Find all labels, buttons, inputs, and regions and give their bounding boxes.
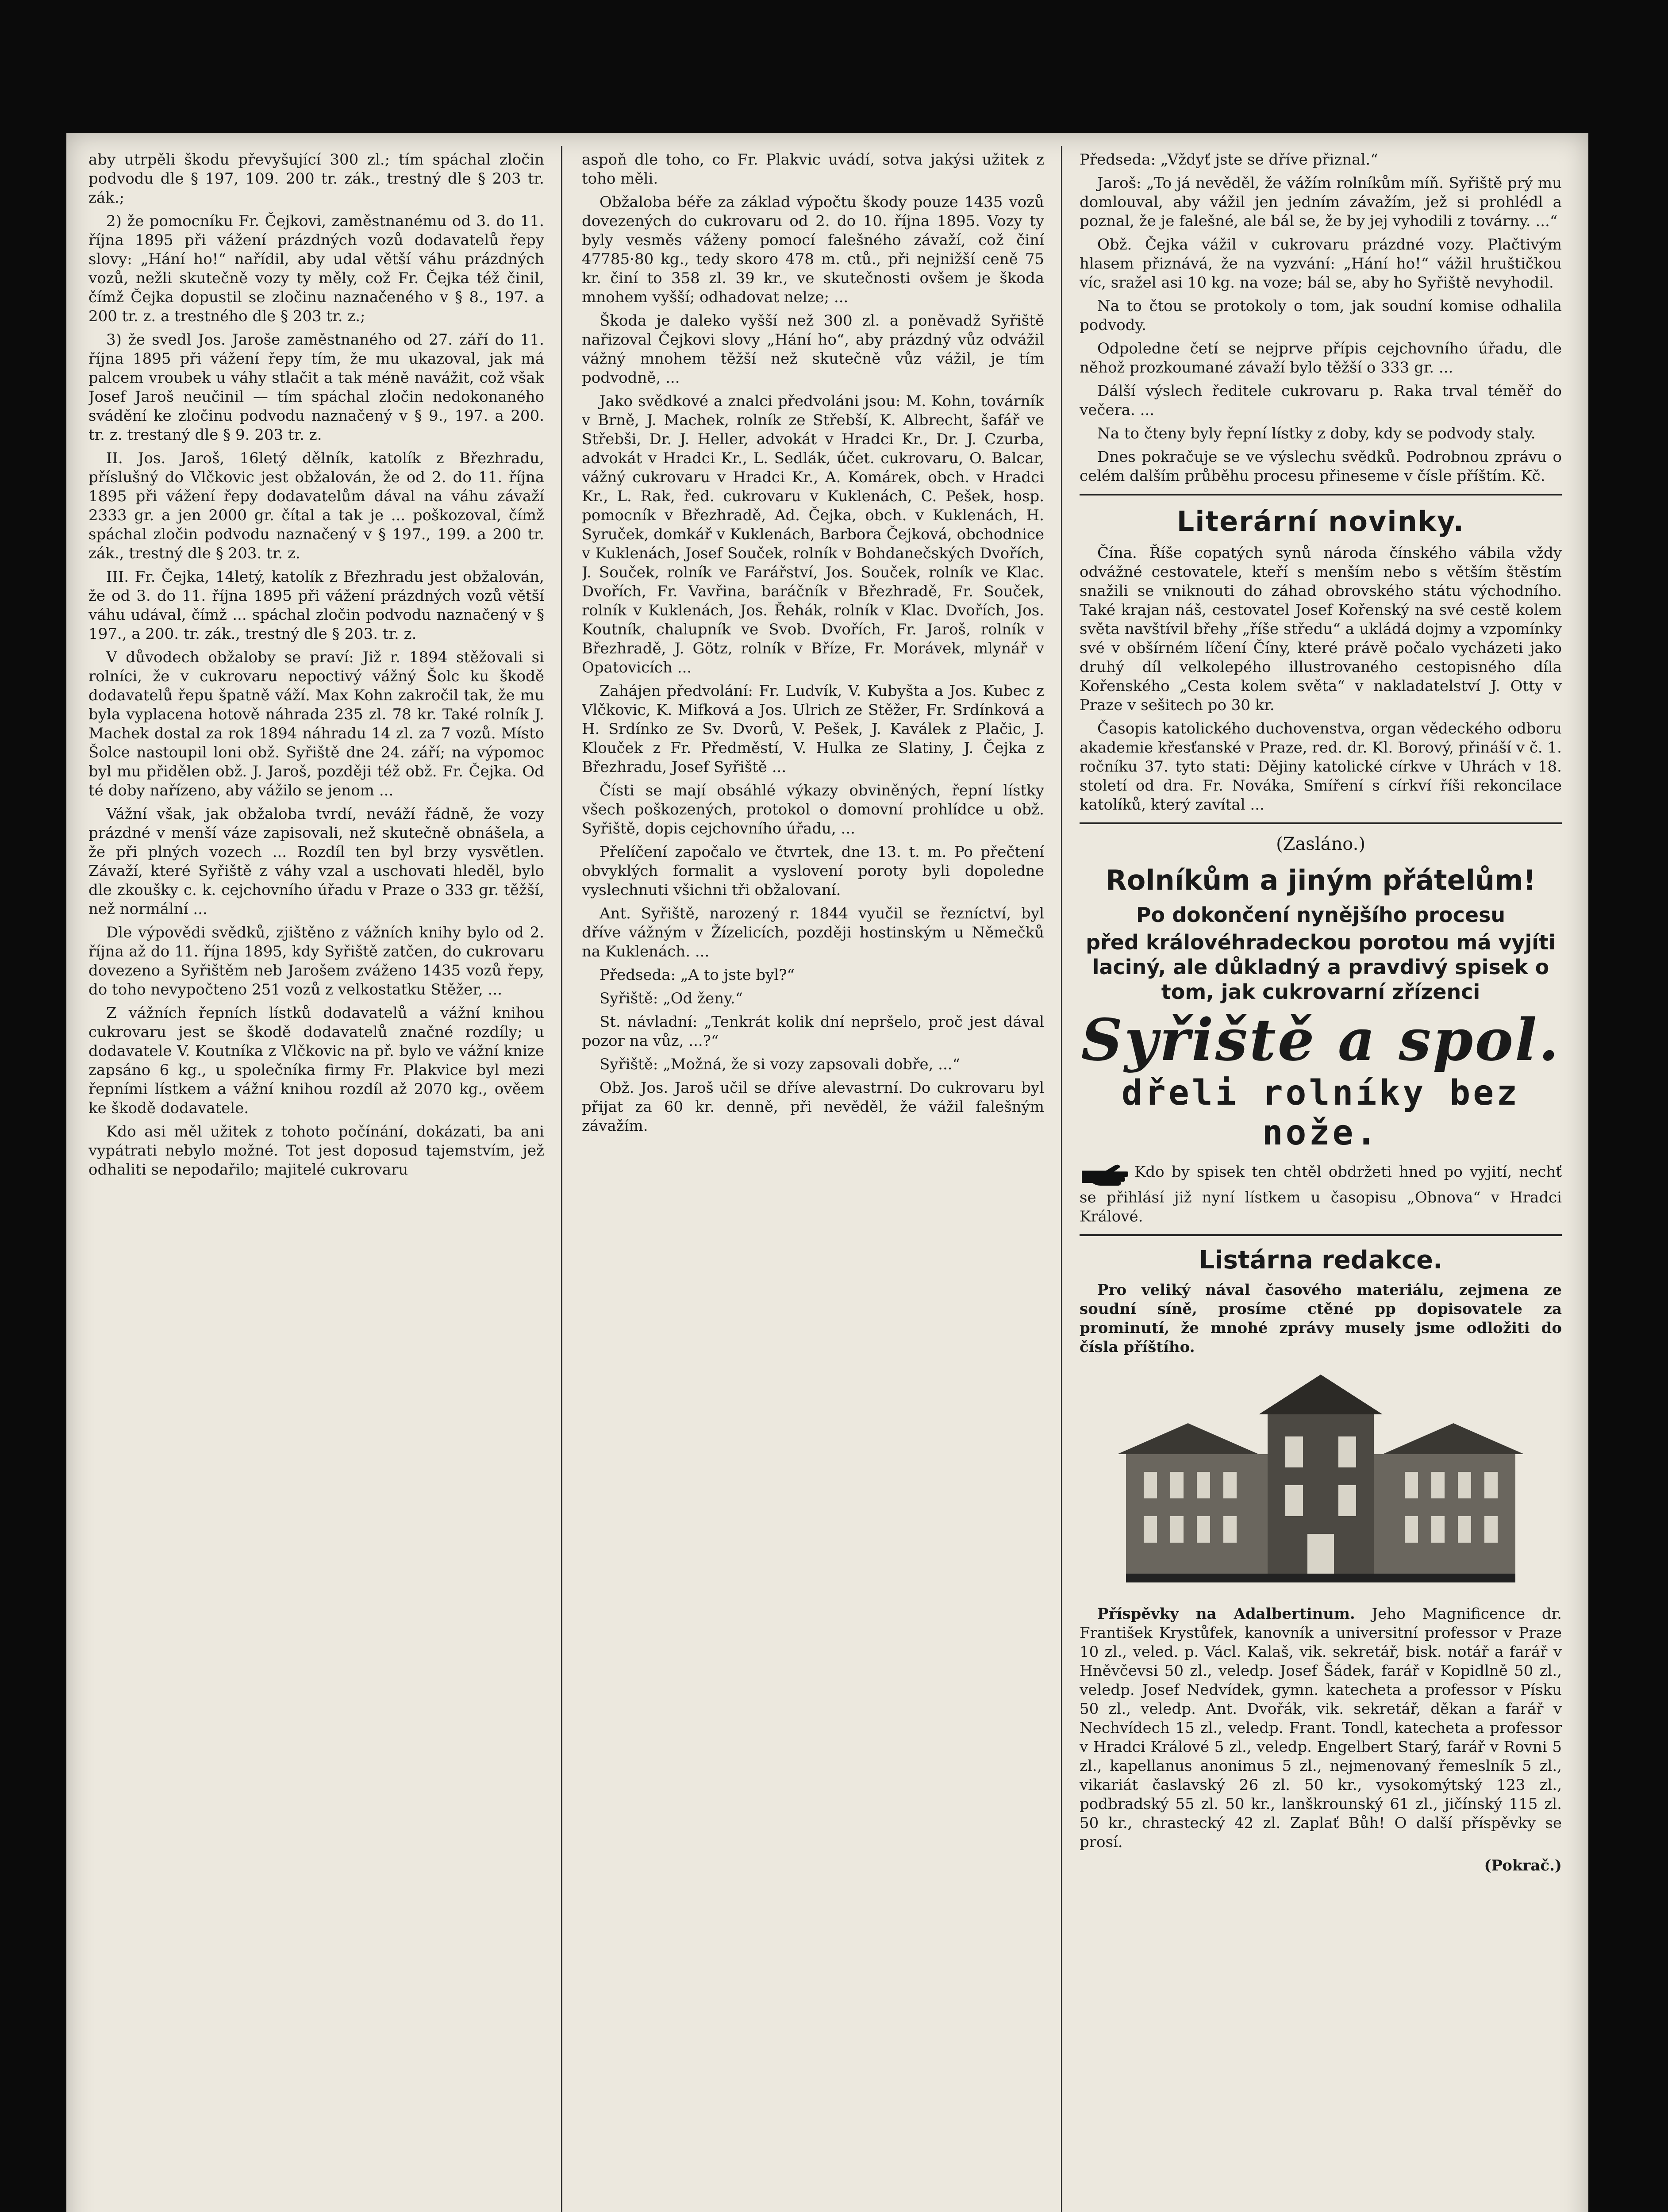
paragraph: Přelíčení započalo ve čtvrtek, dne 13. t. m. Po přečtení obvyklých formalit a vyslovení poroty byli dopoledne vyslechnuti všichni tři obžalovaní. xyxy=(582,843,1044,899)
contributions-text: Jeho Magnificence dr. František Krystůfek, kanovník a universitní professor v Praze 10 zl., veled. p. Václ. Kalaš, vik. sekretář, bisk. notář a farář v Hněvčevsi 50 zl., veledp. Josef Šádek, farář v Kopidlně 50 zl., veledp. Josef Nedvídek, gymn. katecheta a professor v Písku 50 zl., veledp. Ant. Dvořák, vik. sekretář, děkan a farář v Nechvídech 15 zl., veledp. Frant. Tondl, katecheta a professor v Hradci Králové 5 zl., veledp. Engelbert Starý, farář v Rovni 5 zl., kapellanus anonimus 5 zl., nejmenovaný řemeslník 5 zl., vikariát časlavský 26 zl. 50 kr., vysokomýtský 123 zl., podbradský 55 zl. 50 kr., lanškrounský 61 zl., jičínský 115 zl. 50 kr., chrastecký 42 zl. Zaplať Bůh! O další příspěvky se prosí. xyxy=(1080,1605,1562,1851)
paragraph: Předseda: „Vždyť jste se dříve přiznal.“ xyxy=(1080,151,1378,169)
paragraph: Odpoledne četí se nejprve přípis cejchovního úřadu, dle něhož prozkoumané závaží bylo těžší o 333 gr. ... xyxy=(1080,340,1562,376)
advert-line: před královéhradeckou porotou má vyjíti laciný, ale důkladný a pravdivý spisek o tom, jak cukrovarní zřízenci xyxy=(1086,930,1556,1004)
paragraph: Ant. Syřiště, narozený r. 1844 vyučil se řezníctví, byl dříve vážným v Žízelicích, později hostinským u Němečků na Kuklenách. ... xyxy=(582,905,1044,960)
section-divider xyxy=(1080,1234,1562,1236)
paragraph: Vážní však, jak obžaloba tvrdí, neváží řádně, že vozy prázdné v menší váze zapisovali, než skutečně obnášela, a že při plných vozech ... Rozdíl ten byl brzy vysvětlen. Závaží, které Syřiště z váhy vzal a uschovati hleděl, bylo dle zkoušky c. k. cejchovního úřadu v Praze o 333 gr. těžší, než normální ... xyxy=(88,805,544,918)
advert-slogan: dřeli rolníky bez nože. xyxy=(1121,1073,1520,1153)
paragraph: III. Fr. Čejka, 14letý, katolík z Březhradu jest obžalován, že od 3. do 11. října 1895 při vážení prázdných vozů větší váhu udával, čímž ... spáchal zločin podvodu naznačený v § 197., a 200. tr. zák., trestný dle § 203. tr. z. xyxy=(88,568,544,643)
paragraph: aby utrpěli škodu převyšující 300 zl.; tím spáchal zločin podvodu dle § 197, 109. 200 tr. zák., trestný dle § 203 tr. zák.; xyxy=(88,151,544,207)
paragraph: Obž. Čejka vážil v cukrovaru prázdné vozy. Plačtivým hlasem přiznává, že na vyzvání: „Hání ho!“ vážil hruštičkou víc, sražel asi 10 kg. na voze; bál se, aby ho Syřiště nevyhodil. xyxy=(1080,236,1562,292)
pointing-hand-icon xyxy=(1080,1157,1128,1188)
editorial-letters-heading: Listárna redakce. xyxy=(1199,1246,1443,1275)
advert-brand: Syřiště a spol. xyxy=(1081,1006,1560,1074)
continued-note: (Pokrač.) xyxy=(1484,1857,1562,1874)
advert-order-label: Kdo by spisek ten chtěl obdržeti hned po vyjití, nechť se přihlásí již nyní lístkem u časopisu „Obnova“ v Hradci Králové. xyxy=(1080,1163,1562,1225)
section-divider xyxy=(1080,494,1562,495)
paragraph: Jaroš: „To já nevěděl, že vážím rolníkům míň. Syřiště prý mu domlouval, aby vážil jen jedním závažím, jež si prohlédl a poznal, že je falešné, ale bál se, že by jej vyhodili z továrny. ...“ xyxy=(1080,174,1562,230)
section-divider xyxy=(1080,822,1562,824)
paragraph: Na to čteny byly řepní lístky z doby, kdy se podvody staly. xyxy=(1097,425,1536,442)
column-right xyxy=(1080,150,1562,2212)
paragraph: Obžaloba béře za základ výpočtu škody pouze 1435 vozů dovezených do cukrovaru od 2. do 10. října 1895. Vozy ty byly vesměs váženy pomocí falešného závaží, což činí 47785·80 kg., tedy skoro 478 m. ctů., při nejnižší ceně 75 kr. činí to 358 zl. 39 kr., ve skutečnosti ovšem je škoda mnohem vyšší; odhadovat nelze; ... xyxy=(582,193,1044,306)
paragraph: Obž. Jos. Jaroš učil se dříve alevastrní. Do cukrovaru byl přijat za 60 kr. denně, při nevěděl, že vážil falešným závažím. xyxy=(582,1079,1044,1135)
paragraph: Dle výpovědi svědků, zjištěno z vážních knihy bylo od 2. října až do 11. října 1895, kdy Syřiště zatčen, do cukrovaru dovezeno a Syřištěm neb Jarošem zváženo 1435 vozů řepy, do toho nevypočteno 251 vozů z velkostatku Stěžer, ... xyxy=(88,924,544,998)
advert-headline: Rolníkům a jiným přátelům! xyxy=(1106,864,1536,896)
paragraph: 2) že pomocníku Fr. Čejkovi, zaměstnanému od 3. do 11. října 1895 při vážení prázdných vozů dodavatelů řepy slovy: „Hání ho!“ nařídil, aby udal větší váhu prázdných vozů, nežli skutečně vozy ty měly, což Fr. Čejka též činil, čímž Čejka dopustil se zločinu naznačeného v § 8., 197. a 200 tr. z. a trestného dle § 203 tr. z.; xyxy=(88,212,544,325)
contributions-heading: Příspěvky na Adalbertinum. xyxy=(1097,1605,1355,1623)
paragraph: Syřiště: „Možná, že si vozy zapsovali dobře, ...“ xyxy=(600,1056,960,1073)
paragraph: Čína. Říše copatých synů národa čínského vábila vždy odvážné cestovatele, kteří s menším nebo s větším štěstím snažili se vniknouti do záhad obrovského státu východního. Také krajan náš, cestovatel Josef Kořenský na své cestě kolem světa navštívil břehy „říše středu“ a ukládá dojmy a vzpomínky své v obšírném líčení Číny, které právě počalo vycházeti jako druhý díl velkolepého illustrovaného cestopisného díla Kořenského „Cesta kolem světa“ v nakladatelství J. Otty v Praze v sešitech po 30 kr. xyxy=(1080,544,1562,714)
paragraph: Dálší výslech ředitele cukrovaru p. Raka trval téměř do večera. ... xyxy=(1080,382,1562,419)
paragraph: Pro veliký nával časového materiálu, zejmena ze soudní síně, prosíme ctěné pp dopisovatele za prominutí, že mnohé zprávy musely jsme odložiti do čísla příštího. xyxy=(1080,1281,1562,1356)
column-left xyxy=(88,150,544,2212)
advert-line: Po dokončení nynějšího procesu xyxy=(1136,903,1506,927)
column-rule xyxy=(561,146,562,2212)
paragraph: aspoň dle toho, co Fr. Plakvic uvádí, sotva jakýsi užitek z toho měli. xyxy=(582,151,1044,188)
paragraph: Jako svědkové a znalci předvoláni jsou: M. Kohn, továrník v Brně, J. Machek, rolník ze Střebší, K. Albrecht, šafář ve Střebši, Dr. J. Heller, advokát v Hradci Kr., Dr. J. Czurba, advokát v Hradci Kr., L. Sedlák, účet. cukrovaru, O. Balcar, vážný cukrovaru v Hradci Kr., A. Komárek, obch. v Hradci Kr., L. Rak, řed. cukrovaru v Kuklenách, C. Pešek, hosp. pomocník v Březhradě, Ad. Čejka, obch. v Kuklenách, H. Syruček, domkář v Kuklenách, Barbora Čejková, obchodnice v Kuklenách, Josef Souček, rolník v Bohdanečských Dvořích, J. Souček, rolník ve Farářství, Jos. Souček, rolník ve Klac. Dvořích, Fr. Vavřina, baráčník v Březhradě, Fr. Souček, rolník v Kuklenách, Jos. Řehák, rolník v Klac. Dvořích, Jos. Koutník, chalupník ve Svob. Dvořích, Fr. Jaroš, rolník v Březhradě, J. Götz, rolník v Bříze, Fr. Morávek, mlynář v Opatovicích ... xyxy=(582,392,1044,676)
newspaper-page xyxy=(66,133,1588,2212)
paragraph: Syřiště: „Od ženy.“ xyxy=(600,990,743,1007)
paragraph: Čísti se mají obsáhlé výkazy obviněných, řepní lístky všech poškozených, protokol o domovní prohlídce u obž. Syřiště, dopis cejchovního úřadu, ... xyxy=(582,782,1044,837)
building-illustration xyxy=(1099,1366,1542,1596)
paragraph: Dnes pokračuje se ve výslechu svědků. Podrobnou zprávu o celém dalším průběhu procesu přineseme v čísle příštím. Kč. xyxy=(1080,448,1562,485)
paragraph: II. Jos. Jaroš, 16letý dělník, katolík z Březhradu, příslušný do Vlčkovic jest obžalován, že od 2. do 11. října 1895 při vážení řepy dodavatelům dával na váhu závaží 2333 gr. a jen 2000 gr. čítal a tak je ... poškozoval, čímž spáchal zločin podvodu naznačený v § 197., 199. a 200 tr. zák., trestný dle § 203. tr. z. xyxy=(88,449,544,562)
paragraph: V důvodech obžaloby se praví: Již r. 1894 stěžovali si rolníci, že v cukrovaru nepoctivý vážný Šolc ku škodě dodavatelů řepu špatně váží. Max Kohn zakročil tak, že mu byla vyplacena hotově náhrada 235 zl. 78 kr. Také rolník J. Machek dostal za rok 1894 náhradu 14 zl. za 7 vozů. Místo Šolce nastoupil loni obž. Syřiště dne 24. září; na výpomoc byl mu přidělen obž. J. Jaroš, později též obž. Fr. Čejka. Od té doby nařízeno, aby vážilo se jenom ... xyxy=(88,649,544,799)
paragraph: 3) že svedl Jos. Jaroše zaměstnaného od 27. září do 11. října 1895 při vážení řepy tím, že mu ukazoval, jak má palcem vroubek u váhy stlačit a tak méně navážit, což však Josef Jaroš neučinil — tím spáchal zločin nedokonaného svádění ke zločinu podvodu naznačený v § 9., 197. a 200. tr. z. trestaný dle § 9. 203 tr. z. xyxy=(88,331,544,444)
paragraph: Z vážních řepních lístků dodavatelů a vážní knihou cukrovaru jest se škodě dodavatelů značné rozdíly; u dodavatele V. Koutníka z Vlčkovic na př. bylo ve vážní knize zapsáno 6 kg., u společníka firmy Fr. Plakvice byl mezi řepními lístkem a vážní knihou rozdíl až 2070 kg., ověem ke škodě dodavatele. xyxy=(88,1004,544,1117)
paragraph: Škoda je daleko vyšší než 300 zl. a poněvadž Syřiště nařizoval Čejkovi slovy „Hání ho“, aby prázdný vůz odvážil vážný mnohem těžší než skutečně vůz vážil, je tím podvodně, ... xyxy=(582,312,1044,387)
paragraph: Na to čtou se protokoly o tom, jak soudní komise odhalila podvody. xyxy=(1080,297,1562,334)
paragraph: Zahájen předvolání: Fr. Ludvík, V. Kubyšta a Jos. Kubec z Vlčkovic, K. Mifková a Jos. Ulrich ze Stěžer, Fr. Srdínková a H. Srdínko ze Sv. Dvorů, V. Pešek, J. Kaválek z Plačic, J. Klouček z Fr. Předměstí, V. Hulka ze Slatiny, J. Čejka z Březhradu, Josef Syřiště ... xyxy=(582,682,1044,776)
paragraph: St. návladní: „Tenkrát kolik dní nepršelo, proč jest dával pozor na vůz, ...?“ xyxy=(582,1013,1044,1050)
column-rule xyxy=(1061,146,1062,2212)
column-middle xyxy=(582,150,1044,2212)
paragraph xyxy=(1080,1605,1562,1852)
submitted-label: (Zasláno.) xyxy=(1276,834,1365,854)
paragraph: Předseda: „A to jste byl?“ xyxy=(600,966,795,984)
paragraph: Časopis katolického duchovenstva, organ vědeckého odboru akademie křesťanské v Praze, red. dr. Kl. Borový, přináší v č. 1. ročníku 37. tyto stati: Dějiny katolické církve v Uhrách v 18. století od dra. Fr. Nováka, Smíření s církví říši rekoncilace katolíků, který zavítal ... xyxy=(1080,720,1562,814)
literary-news-heading: Literární novinky. xyxy=(1176,505,1465,538)
paragraph: Kdo asi měl užitek z tohoto počínání, dokázati, ba ani vypátrati nebylo možné. Tot jest doposud tajemstvím, jež odhaliti se nepodařilo; majitelé cukrovaru xyxy=(88,1123,544,1179)
advert-order-text xyxy=(1080,1157,1562,1226)
